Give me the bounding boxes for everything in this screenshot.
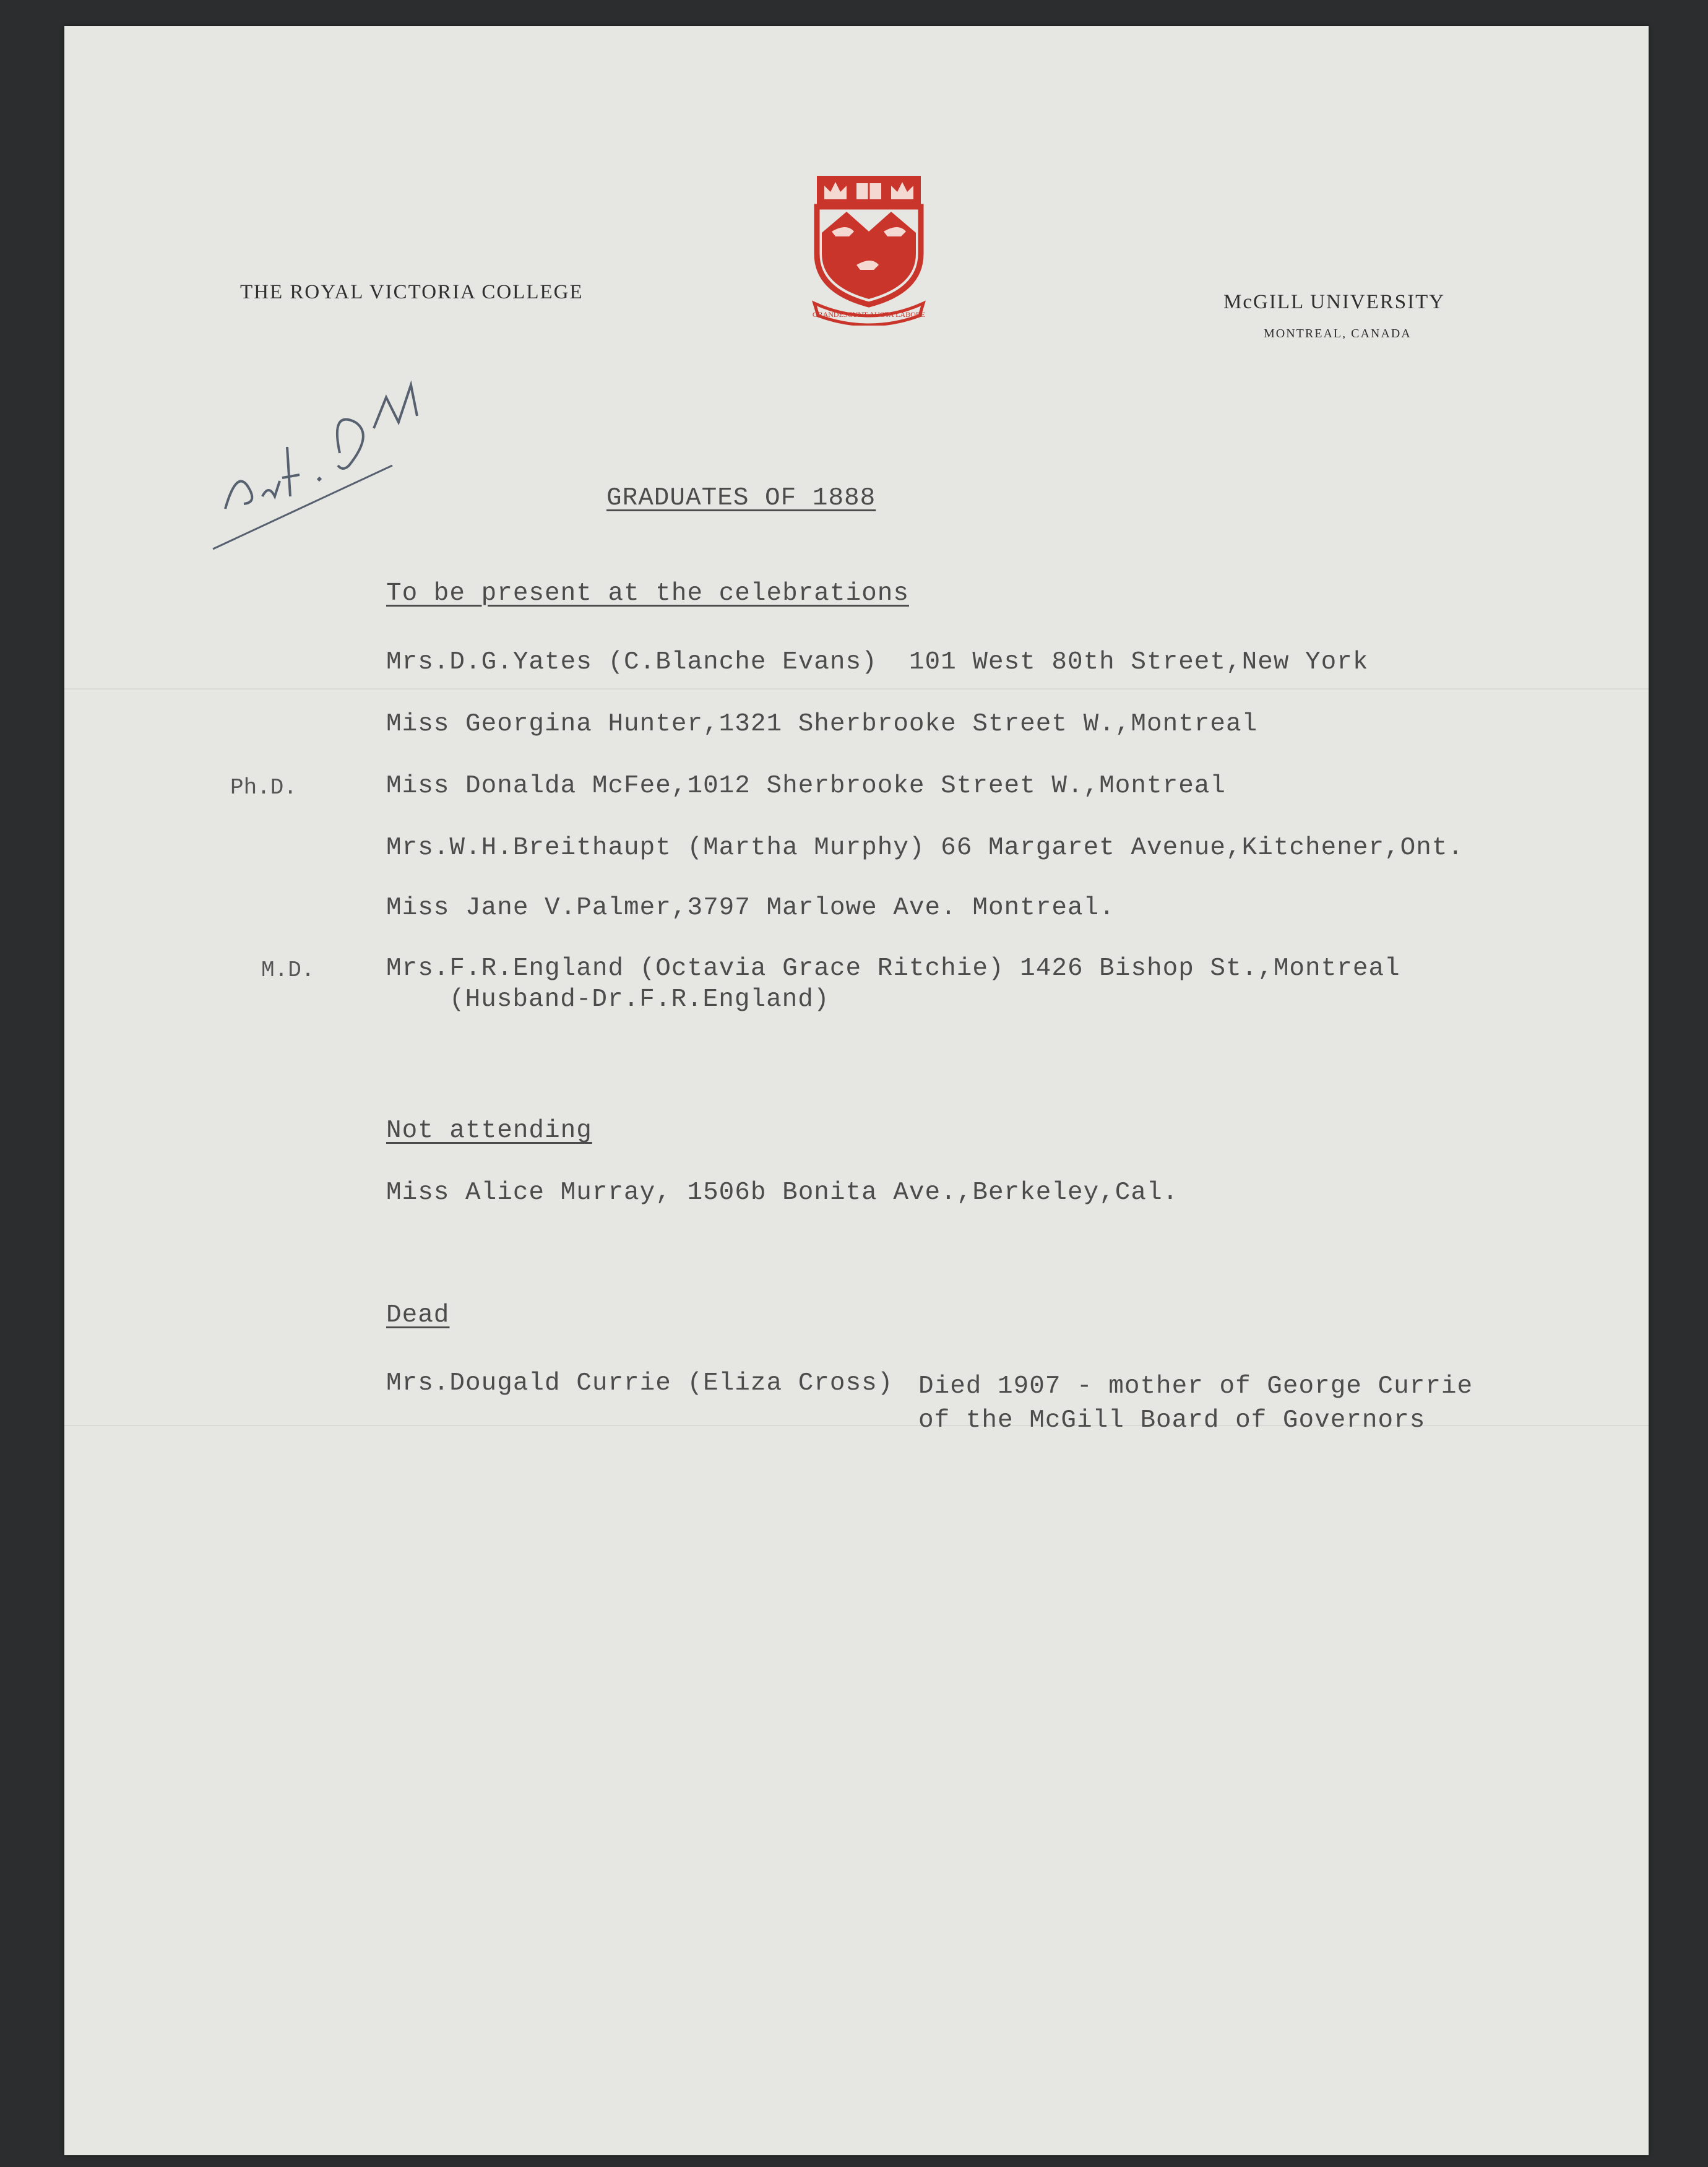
section-heading-dead: Dead bbox=[386, 1301, 450, 1330]
list-item: Mrs.D.G.Yates (C.Blanche Evans) 101 West 80th Street,New York bbox=[386, 648, 1369, 677]
list-item: Miss Jane V.Palmer,3797 Marlowe Ave. Montreal. bbox=[386, 894, 1115, 922]
degree-label: M.D. bbox=[261, 958, 315, 983]
page-title: GRADUATES OF 1888 bbox=[606, 484, 876, 513]
letterhead-college: THE ROYAL VICTORIA COLLEGE bbox=[240, 281, 584, 303]
list-item-continuation: (Husband-Dr.F.R.England) bbox=[449, 985, 830, 1014]
letter-page bbox=[64, 26, 1649, 2155]
section-heading-not-attending: Not attending bbox=[386, 1117, 592, 1145]
list-item: Mrs.F.R.England (Octavia Grace Ritchie) 1426 Bishop St.,Montreal bbox=[386, 954, 1400, 983]
handwritten-annotation bbox=[207, 373, 504, 558]
svg-text:GRANDESCUNT AUCTA LABORE: GRANDESCUNT AUCTA LABORE bbox=[812, 310, 926, 319]
list-item: Miss Donalda McFee,1012 Sherbrooke Street W.,Montreal bbox=[386, 772, 1227, 800]
list-item-note: Died 1907 - mother of George Currie bbox=[918, 1372, 1473, 1401]
list-item: Miss Alice Murray, 1506b Bonita Ave.,Berkeley,Cal. bbox=[386, 1179, 1179, 1207]
list-item: Mrs.Dougald Currie (Eliza Cross) bbox=[386, 1369, 894, 1398]
degree-label: Ph.D. bbox=[230, 775, 298, 800]
list-item: Mrs.W.H.Breithaupt (Martha Murphy) 66 Margaret Avenue,Kitchener,Ont. bbox=[386, 834, 1464, 862]
list-item: Miss Georgina Hunter,1321 Sherbrooke Street W.,Montreal bbox=[386, 710, 1258, 738]
section-heading-present: To be present at the celebrations bbox=[386, 579, 909, 608]
mcgill-crest-logo bbox=[811, 172, 927, 326]
letterhead-university: McGILL UNIVERSITY bbox=[1223, 291, 1446, 313]
letterhead-location: MONTREAL, CANADA bbox=[1264, 327, 1412, 340]
paper-fold-line bbox=[64, 688, 1649, 690]
list-item-note: of the McGill Board of Governors bbox=[918, 1406, 1426, 1435]
